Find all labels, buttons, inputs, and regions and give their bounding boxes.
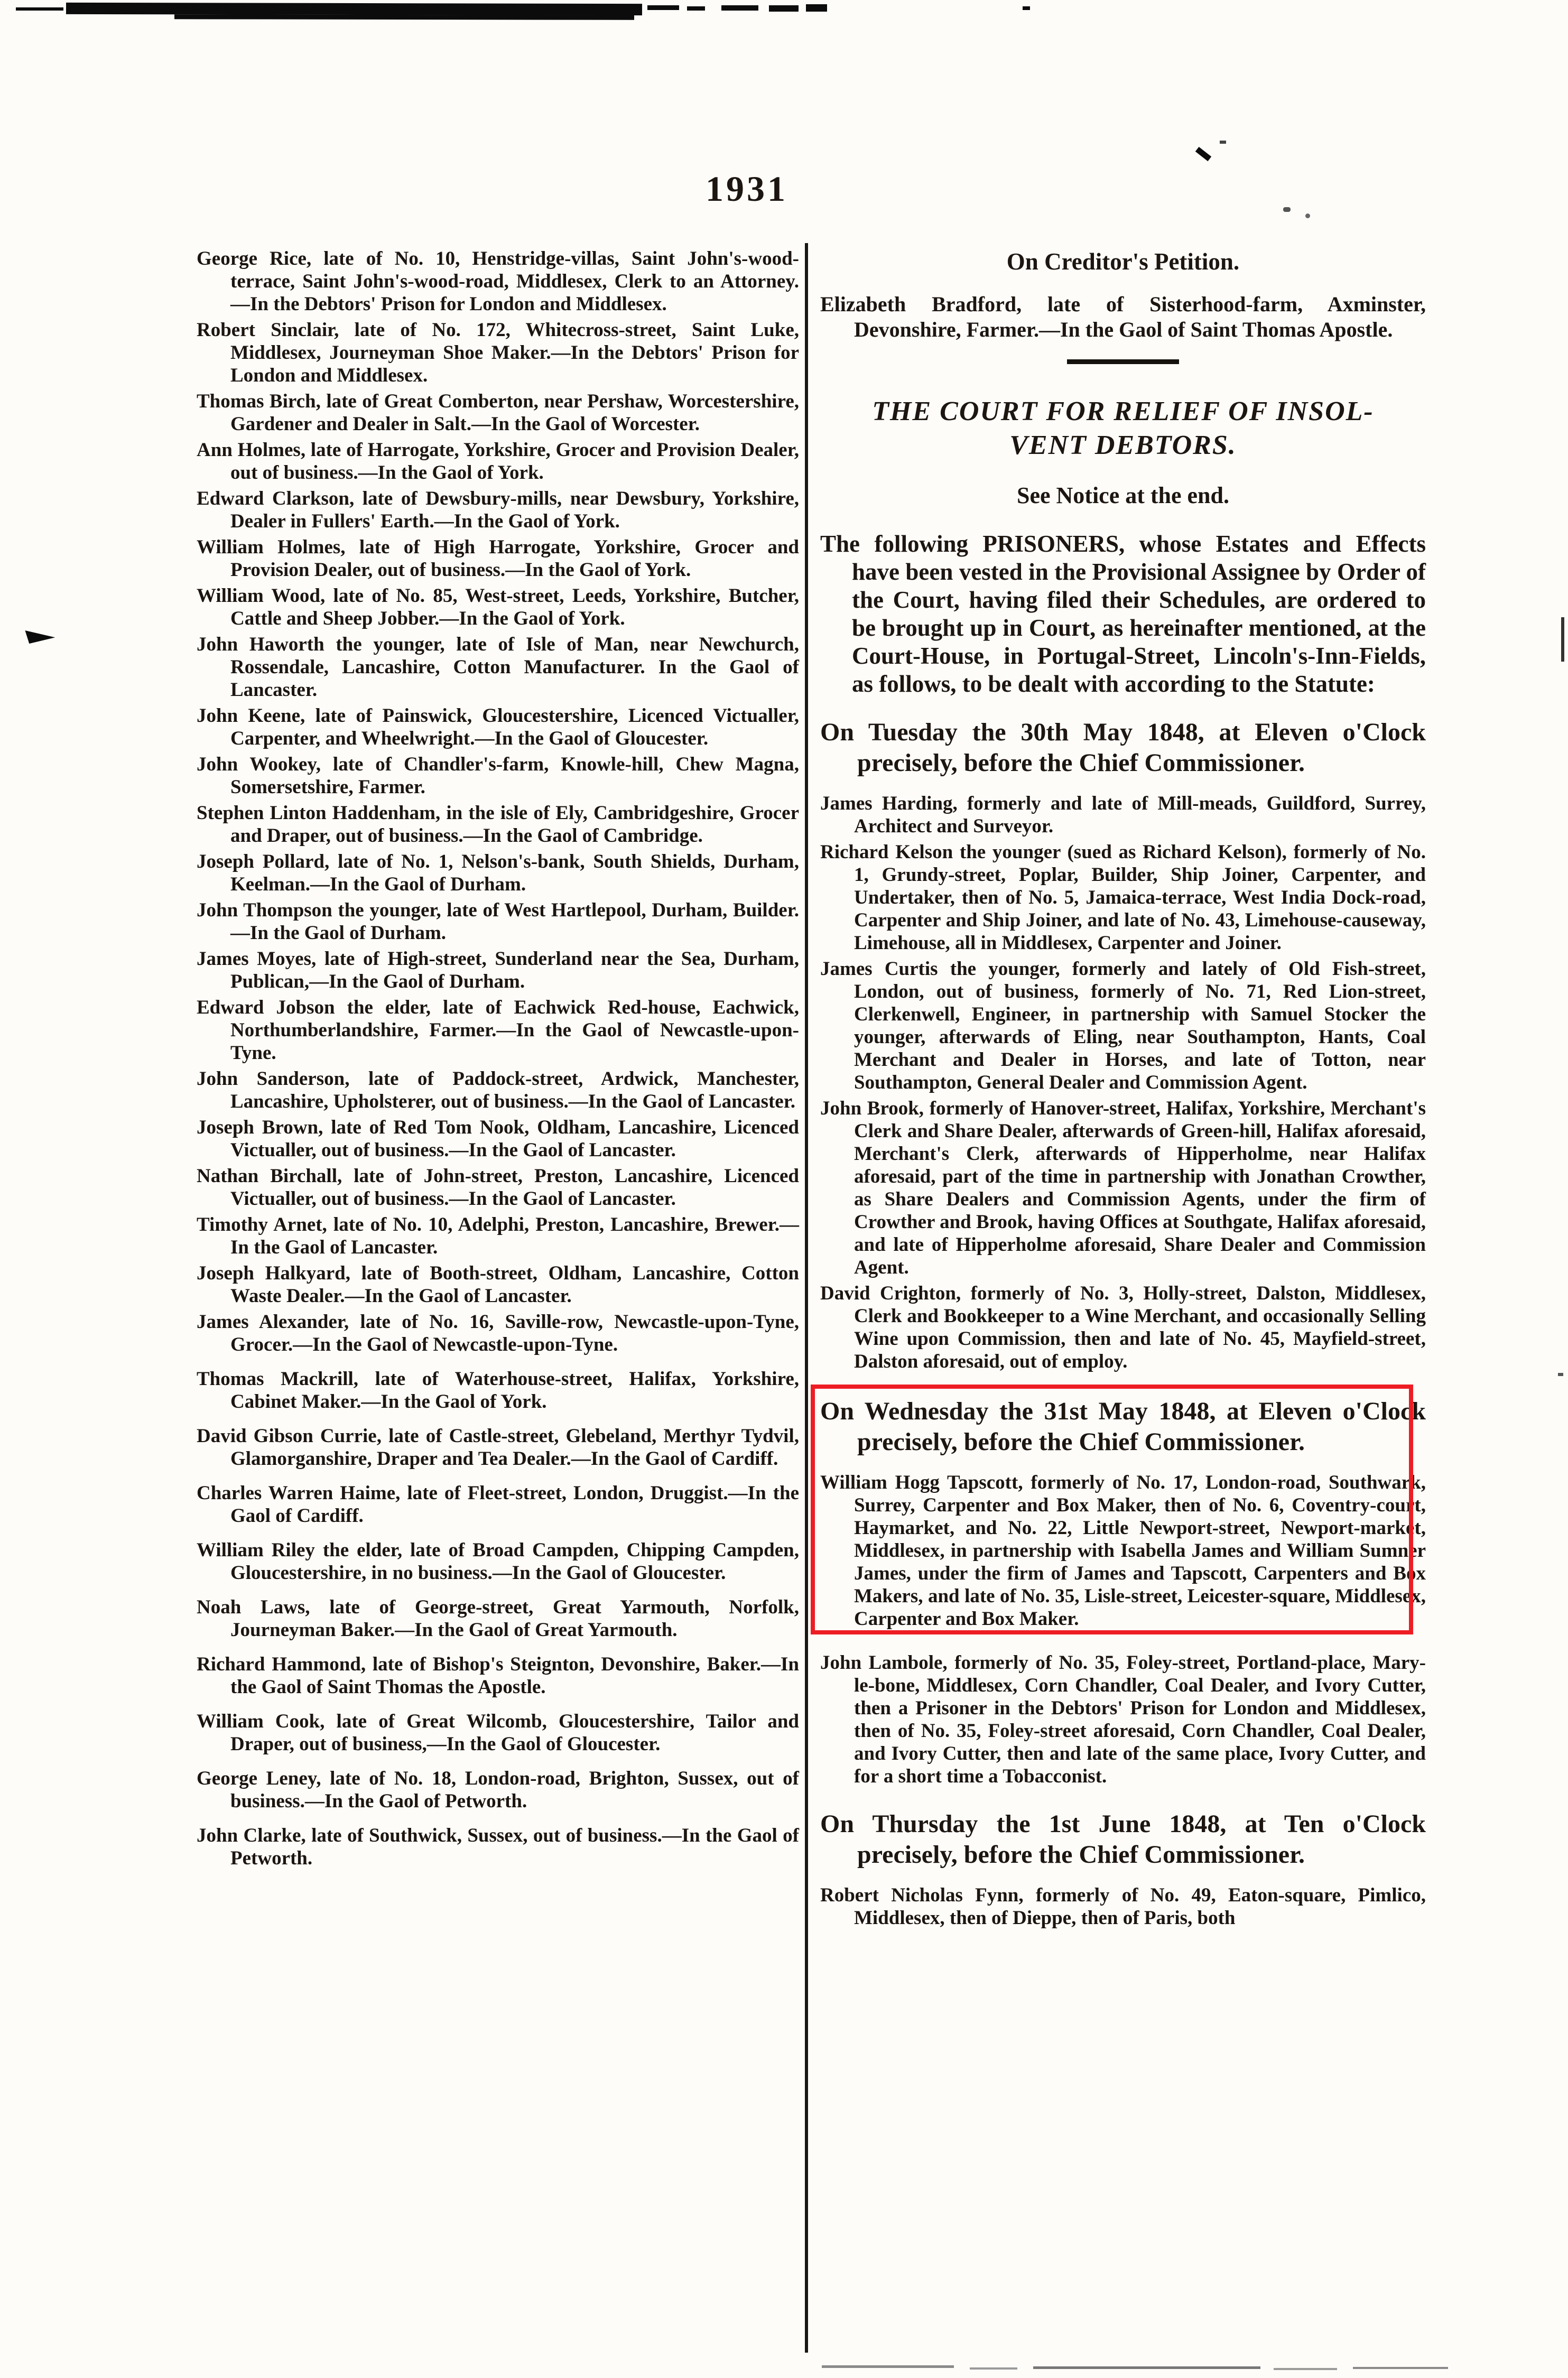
debtor-entry: William Wood, late of No. 85, West-street, Leeds, Yorkshire, Butcher, Cattle and Sheep Jobber.—In the Gaol of York.	[197, 585, 799, 629]
debtor-entry: Richard Hammond, late of Bishop's Steignton, Devonshire, Baker.—In the Gaol of Saint Thomas the Apostle.	[197, 1654, 799, 1698]
debtor-entry: Edward Clarkson, late of Dewsbury-mills, near Dewsbury, Yorkshire, Dealer in Fullers' Earth.—In the Gaol of York.	[197, 488, 799, 532]
debtor-entry: John Thompson the younger, late of West Hartlepool, Durham, Builder.—In the Gaol of Durham.	[197, 899, 799, 944]
debtor-entry: William Holmes, late of High Harrogate, Yorkshire, Grocer and Provision Dealer, out of business.—In the Gaol of York.	[197, 536, 799, 581]
scan-artifact-top-line	[16, 7, 63, 11]
margin-mark	[24, 630, 55, 646]
scan-artifact-bottom-dash	[970, 2367, 1017, 2370]
page-number: 1931	[706, 169, 788, 209]
section-divider-rule	[1067, 359, 1179, 364]
petition-heading: On Creditor's Petition.	[1006, 248, 1240, 275]
ink-speck	[1283, 207, 1291, 212]
left-column	[197, 247, 799, 1873]
scan-artifact-top-dash	[806, 4, 827, 12]
scan-artifact-bottom-dash	[1274, 2368, 1337, 2370]
prisoner-entry: Robert Nicholas Fynn, formerly of No. 49, Eaton-square, Pimlico, Middlesex, then of Dieppe, then of Paris, both	[820, 1884, 1426, 1929]
debtor-entry: William Cook, late of Great Wilcomb, Gloucestershire, Tailor and Draper, out of business,—In the Gaol of Gloucester.	[197, 1711, 799, 1755]
prisoner-entry: David Crighton, formerly of No. 3, Holly-street, Dalston, Middlesex, Clerk and Bookkeeper to a Wine Merchant, and occasionally Selling Wine upon Commission, then and late of No. 45, Mayfield-street, Dalston aforesaid, out of employ.	[820, 1283, 1426, 1372]
debtor-entry: John Keene, late of Painswick, Gloucestershire, Licenced Victualler, Carpenter, and Wheelwright.—In the Gaol of Gloucester.	[197, 705, 799, 749]
debtor-entry: John Sanderson, late of Paddock-street, Ardwick, Manchester, Lancashire, Upholsterer, out of business.—In the Gaol of Lancaster.	[197, 1068, 799, 1112]
prisoner-entry: John Lambole, formerly of No. 35, Foley-street, Portland-place, Mary-le-bone, Middlesex, Corn Chandler, Coal Dealer, and Ivory Cutter, then a Prisoner in the Debtors' Prison for London and Middlesex, then of No. 35, Foley-street aforesaid, Corn Chandler, Coal Dealer, and Ivory Cutter, then and late of the same place, Ivory Cutter, and for a short time a Tobacconist.	[820, 1652, 1426, 1787]
debtor-entry: Charles Warren Haime, late of Fleet-street, London, Druggist.—In the Gaol of Cardiff.	[197, 1482, 799, 1527]
debtor-entry: Edward Jobson the elder, late of Eachwick Red-house, Eachwick, Northumberlandshire, Farmer.—In the Gaol of Newcastle-upon-Tyne.	[197, 997, 799, 1064]
court-title-line: THE COURT FOR RELIEF OF INSOL-	[872, 396, 1374, 426]
column-divider-rule	[805, 243, 808, 2353]
debtor-entry: David Gibson Currie, late of Castle-street, Glebeland, Merthyr Tydvil, Glamorganshire, Draper and Tea Dealer.—In the Gaol of Cardiff.	[197, 1425, 799, 1470]
debtor-entry: John Haworth the younger, late of Isle of Man, near Newchurch, Rossendale, Lancashire, Cotton Manufacturer. In the Gaol of Lancaster.	[197, 634, 799, 701]
debtor-entry: Joseph Brown, late of Red Tom Nook, Oldham, Lancashire, Licenced Victualler, out of business.—In the Gaol of Lancaster.	[197, 1117, 799, 1161]
debtor-entry: George Rice, late of No. 10, Henstridge-villas, Saint John's-wood-terrace, Saint John's-wood-road, Middlesex, Clerk to an Attorney.—In the Debtors' Prison for London and Middlesex.	[197, 248, 799, 315]
prisoner-entry: Richard Kelson the younger (sued as Richard Kelson), formerly of No. 1, Grundy-street, Poplar, Builder, Ship Joiner, Carpenter, and Undertaker, then of No. 5, Jamaica-terrace, West India Dock-road, Carpenter and Ship Joiner, and late of No. 43, Limehouse-causeway, Limehouse, all in Middlesex, Carpenter and Joiner.	[820, 841, 1426, 954]
scan-artifact-top-dash	[647, 5, 679, 10]
debtor-entry: Ann Holmes, late of Harrogate, Yorkshire, Grocer and Provision Dealer, out of business.—In the Gaol of York.	[197, 439, 799, 484]
debtor-entry: Nathan Birchall, late of John-street, Preston, Lancashire, Licenced Victualler, out of business.—In the Gaol of Lancaster.	[197, 1165, 799, 1210]
prisoners-preamble: The following PRISONERS, whose Estates and Effects have been vested in the Provisional Assignee by Order of the Court, having filed their Schedules, are ordered to be brought up in Court, as hereinafter mentioned, at the Court-House, in Portugal-Street, Lincoln's-Inn-Fields, as follows, to be dealt with according to the Statute:	[820, 531, 1426, 697]
debtor-entry: John Clarke, late of Southwick, Sussex, out of business.—In the Gaol of Petworth.	[197, 1825, 799, 1869]
scan-artifact-bottom-dash	[822, 2365, 954, 2368]
petition-entry: Elizabeth Bradford, late of Sisterhood-farm, Axminster, Devonshire, Farmer.—In the Gaol of Saint Thomas Apostle.	[820, 292, 1426, 341]
debtor-entry: Thomas Birch, late of Great Comberton, near Pershaw, Worcestershire, Gardener and Dealer in Salt.—In the Gaol of Worcester.	[197, 391, 799, 435]
scan-artifact-top-dash	[721, 5, 758, 11]
scan-artifact-top-dash	[1023, 6, 1030, 10]
sitting-date-line: On Thursday the 1st June 1848, at Ten o'Clock precisely, before the Chief Commissioner.	[820, 1810, 1426, 1869]
debtor-entry: James Alexander, late of No. 16, Saville-row, Newcastle-upon-Tyne, Grocer.—In the Gaol of Newcastle-upon-Tyne.	[197, 1311, 799, 1355]
debtor-entry: James Moyes, late of High-street, Sunderland near the Sea, Durham, Publican,—In the Gaol of Durham.	[197, 948, 799, 992]
ink-speck	[1195, 147, 1211, 161]
debtor-entry: Timothy Arnet, late of No. 10, Adelphi, Preston, Lancashire, Brewer.—In the Gaol of Lancaster.	[197, 1214, 799, 1258]
scan-artifact-top-dash	[687, 6, 705, 11]
edge-mark	[1561, 617, 1564, 662]
court-sittings	[820, 717, 1426, 1929]
debtor-entry: Joseph Pollard, late of No. 1, Nelson's-bank, South Shields, Durham, Keelman.—In the Gaol of Durham.	[197, 851, 799, 895]
debtor-entry: Joseph Halkyard, late of Booth-street, Oldham, Lancashire, Cotton Waste Dealer.—In the Gaol of Lancaster.	[197, 1262, 799, 1307]
debtor-entry: Stephen Linton Haddenham, in the isle of Ely, Cambridgeshire, Grocer and Draper, out of business.—In the Gaol of Cambridge.	[197, 802, 799, 847]
ink-speck	[1305, 213, 1310, 218]
scan-artifact-top-line	[174, 14, 634, 20]
scan-artifact-bottom-dash	[1033, 2366, 1260, 2369]
prisoner-entry: James Harding, formerly and late of Mill-meads, Guildford, Surrey, Architect and Surveyor.	[820, 793, 1426, 837]
debtor-entry: William Riley the elder, late of Broad Campden, Chipping Campden, Gloucestershire, in no business.—In the Gaol of Gloucester.	[197, 1539, 799, 1584]
see-notice-line: See Notice at the end.	[1016, 482, 1229, 508]
edge-mark	[1558, 1373, 1563, 1376]
scan-artifact-bottom-dash	[1353, 2367, 1448, 2369]
debtor-entry: John Wookey, late of Chandler's-farm, Knowle-hill, Chew Magna, Somersetshire, Farmer.	[197, 754, 799, 798]
debtor-entry: George Leney, late of No. 18, London-road, Brighton, Sussex, out of business.—In the Gaol of Petworth.	[197, 1768, 799, 1812]
court-title	[820, 395, 1426, 462]
debtor-entry: Thomas Mackrill, late of Waterhouse-street, Halifax, Yorkshire, Cabinet Maker.—In the Gaol of York.	[197, 1368, 799, 1413]
sitting-date-line: On Tuesday the 30th May 1848, at Eleven o'Clock precisely, before the Chief Commissioner.	[820, 718, 1426, 777]
right-column	[820, 247, 1426, 1933]
scan-artifact-top-dash	[769, 5, 799, 12]
highlight-annotation-box	[820, 1396, 1426, 1630]
ink-speck	[1220, 141, 1226, 144]
sitting-date-line: On Wednesday the 31st May 1848, at Eleven o'Clock precisely, before the Chief Commissioner.	[820, 1397, 1426, 1456]
scan-artifact-top-line	[66, 3, 642, 15]
prisoner-entry: John Brook, formerly of Hanover-street, Halifax, Yorkshire, Merchant's Clerk and Share Dealer, afterwards of Green-hill, Halifax aforesaid, Merchant's Clerk, afterwards of Hipperholme, near Halifax aforesaid, part of the time in partnership with Jonathan Crowther, as Share Dealers and Commission Agents, under the firm of Crowther and Brook, having Offices at Southgate, Halifax aforesaid, and late of Hipperholme aforesaid, Share Dealer and Commission Agent.	[820, 1098, 1426, 1278]
prisoner-entry: William Hogg Tapscott, formerly of No. 17, London-road, Southwark, Surrey, Carpenter and Box Maker, then of No. 6, Coventry-court, Haymarket, and No. 22, Little Newport-street, Newport-market, Middlesex, in partnership with Isabella James and William Sumner James, under the firm of James and Tapscott, Carpenters and Box Makers, and late of No. 35, Lisle-street, Leicester-square, Middlesex, Carpenter and Box Maker.	[820, 1472, 1426, 1630]
debtor-entry: Robert Sinclair, late of No. 172, Whitecross-street, Saint Luke, Middlesex, Journeyman Shoe Maker.—In the Debtors' Prison for London and Middlesex.	[197, 319, 799, 386]
court-title-line: VENT DEBTORS.	[1009, 430, 1237, 460]
debtor-entry: Noah Laws, late of George-street, Great Yarmouth, Norfolk, Journeyman Baker.—In the Gaol of Great Yarmouth.	[197, 1596, 799, 1641]
prisoner-entry: James Curtis the younger, formerly and lately of Old Fish-street, London, out of business, formerly of No. 71, Red Lion-street, Clerkenwell, Engineer, in partnership with Samuel Stocker the younger, afterwards of Eling, near Southampton, Hants, Coal Merchant and Dealer in Horses, and late of Totton, near Southampton, General Dealer and Commission Agent.	[820, 958, 1426, 1093]
